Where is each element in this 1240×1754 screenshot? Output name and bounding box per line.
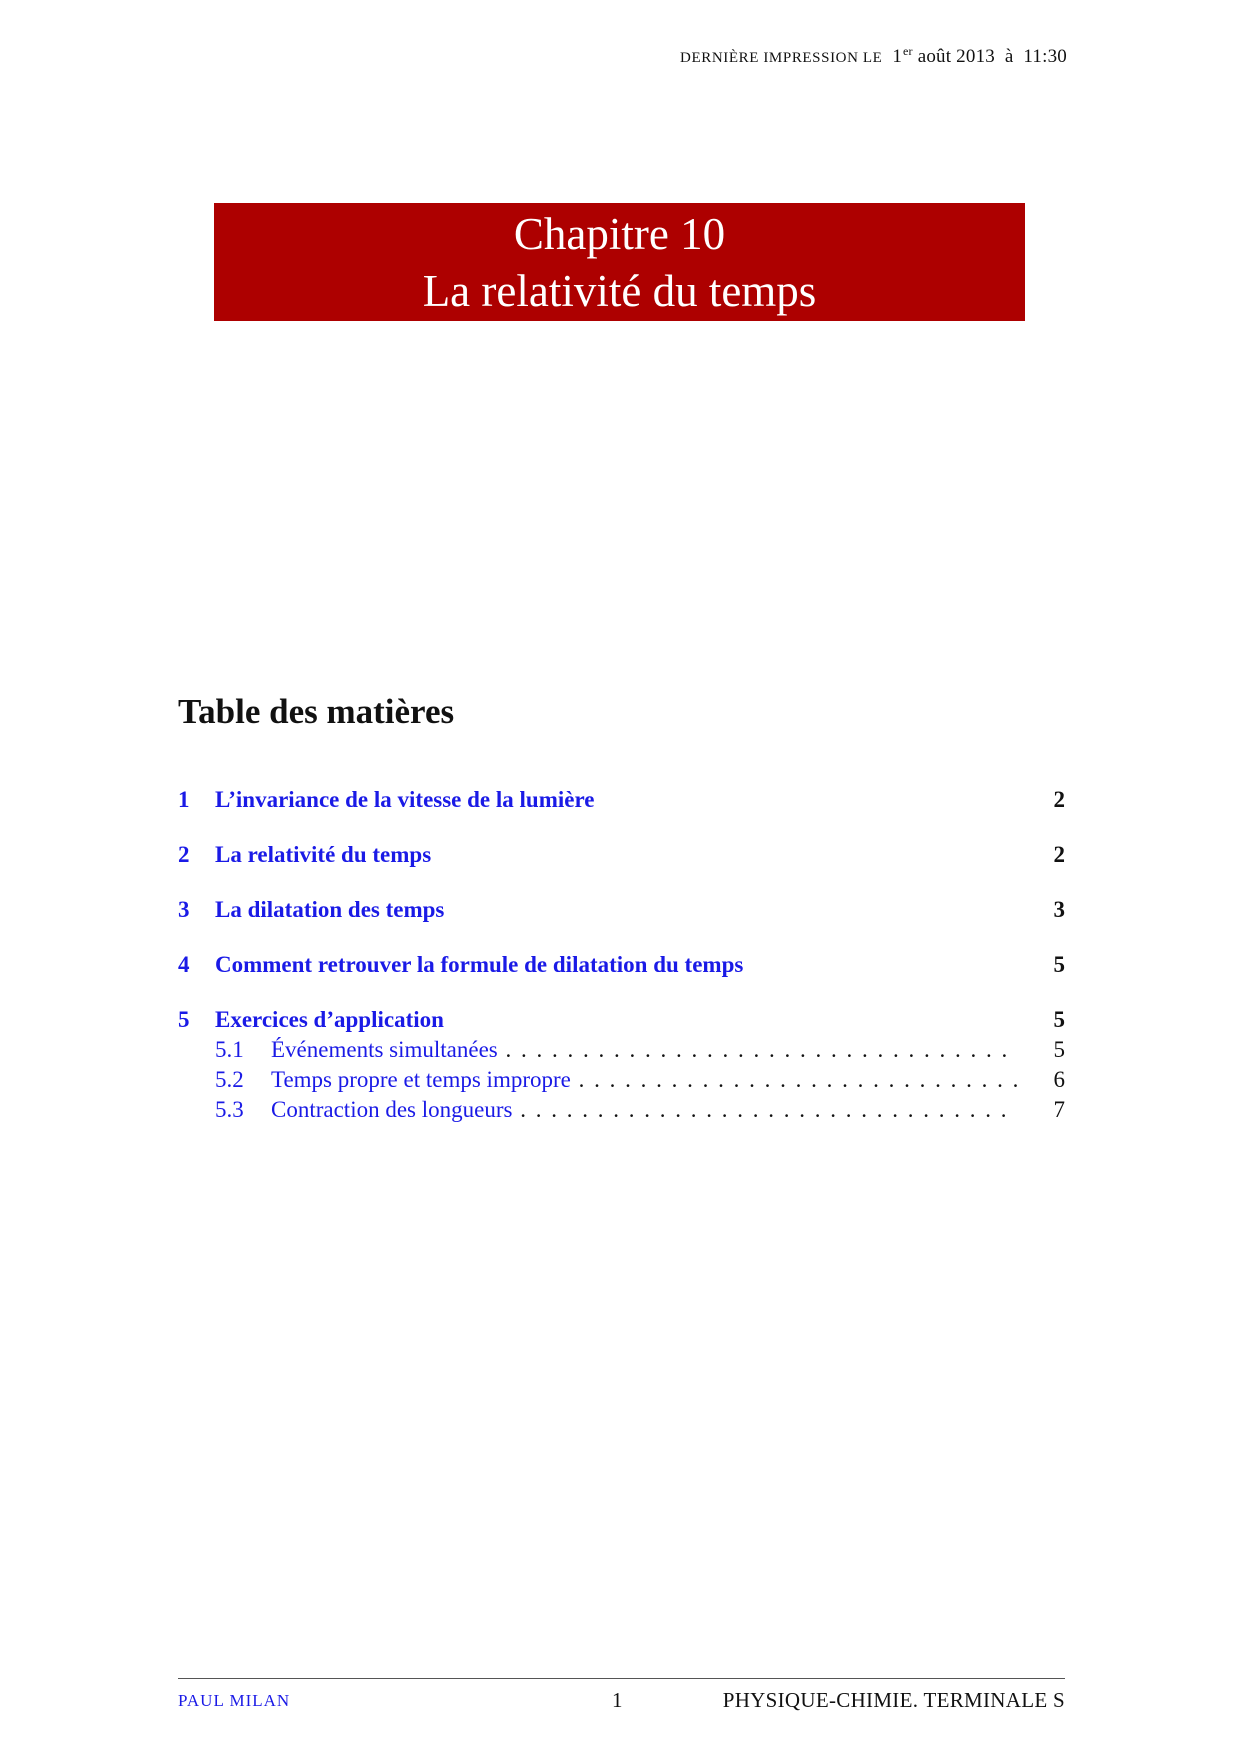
toc-entry-5-1[interactable]: [178, 1037, 1065, 1067]
toc-entry-number: 4: [178, 952, 190, 977]
chapter-number: Chapitre 10: [513, 209, 726, 259]
toc-entry-page: 7: [1053, 1097, 1065, 1122]
toc-entry-number: 2: [178, 842, 190, 867]
toc-entry-page: 5: [1053, 1037, 1065, 1062]
toc-entry-number: 3: [178, 897, 190, 922]
toc-entry-label: Comment retrouver la formule de dilatation du temps: [215, 952, 744, 977]
toc-entry-4[interactable]: [178, 952, 1065, 982]
toc-entry-5-2[interactable]: [178, 1067, 1065, 1097]
print-date-day: 1: [892, 46, 903, 67]
print-date-prefix: DERNIÈRE IMPRESSION LE: [680, 50, 883, 66]
toc-entry-page: 2: [1053, 842, 1065, 867]
toc-entry-number: 5.3: [215, 1097, 244, 1122]
toc-entry-label: La relativité du temps: [215, 842, 432, 867]
toc-entry-2[interactable]: [178, 842, 1065, 872]
toc-entry-page: 3: [1053, 897, 1065, 922]
toc-entry-5[interactable]: [178, 1007, 1065, 1037]
toc-entry-number: 5.1: [215, 1037, 244, 1062]
toc-entry-page: 2: [1053, 787, 1065, 812]
toc-entry-number: 1: [178, 787, 190, 812]
toc-entry-3[interactable]: [178, 897, 1065, 927]
toc-entry-label: Temps propre et temps impropre . . .: [271, 1067, 1017, 1093]
footer-divider: [178, 1678, 1065, 1679]
toc-entry-number: 5: [178, 1007, 190, 1032]
chapter-title: La relativité du temps: [422, 266, 817, 316]
print-date-month-year: août 2013: [917, 46, 995, 67]
print-date-at: à: [1004, 46, 1014, 67]
toc-entry-1[interactable]: [178, 787, 1065, 817]
toc-entry-page: 6: [1053, 1067, 1065, 1092]
footer-page-number: 1: [612, 1688, 623, 1712]
print-date-day-suffix: er: [903, 44, 913, 58]
toc-entry-5-3[interactable]: [178, 1097, 1065, 1127]
footer-course: PHYSIQUE-CHIMIE. TERMINALE S: [722, 1688, 1065, 1712]
toc-entry-page: 5: [1053, 952, 1065, 977]
toc-heading: Table des matières: [178, 692, 455, 731]
toc-entry-label: Exercices d’application: [215, 1007, 444, 1032]
toc-entry-label: L’invariance de la vitesse de la lumière: [215, 787, 595, 812]
toc-entry-label: Contraction des longueurs . . .: [271, 1097, 1017, 1123]
print-time: 11:30: [1023, 46, 1067, 67]
toc-entry-number: 5.2: [215, 1067, 244, 1092]
toc-entry-page: 5: [1053, 1007, 1065, 1032]
toc-entry-label: La dilatation des temps: [215, 897, 445, 922]
chapter-title-banner: [214, 203, 1025, 321]
footer-author: PAUL MILAN: [178, 1691, 291, 1710]
toc-entry-label: Événements simultanées . . .: [271, 1037, 1017, 1063]
print-date-header: [680, 46, 1067, 68]
